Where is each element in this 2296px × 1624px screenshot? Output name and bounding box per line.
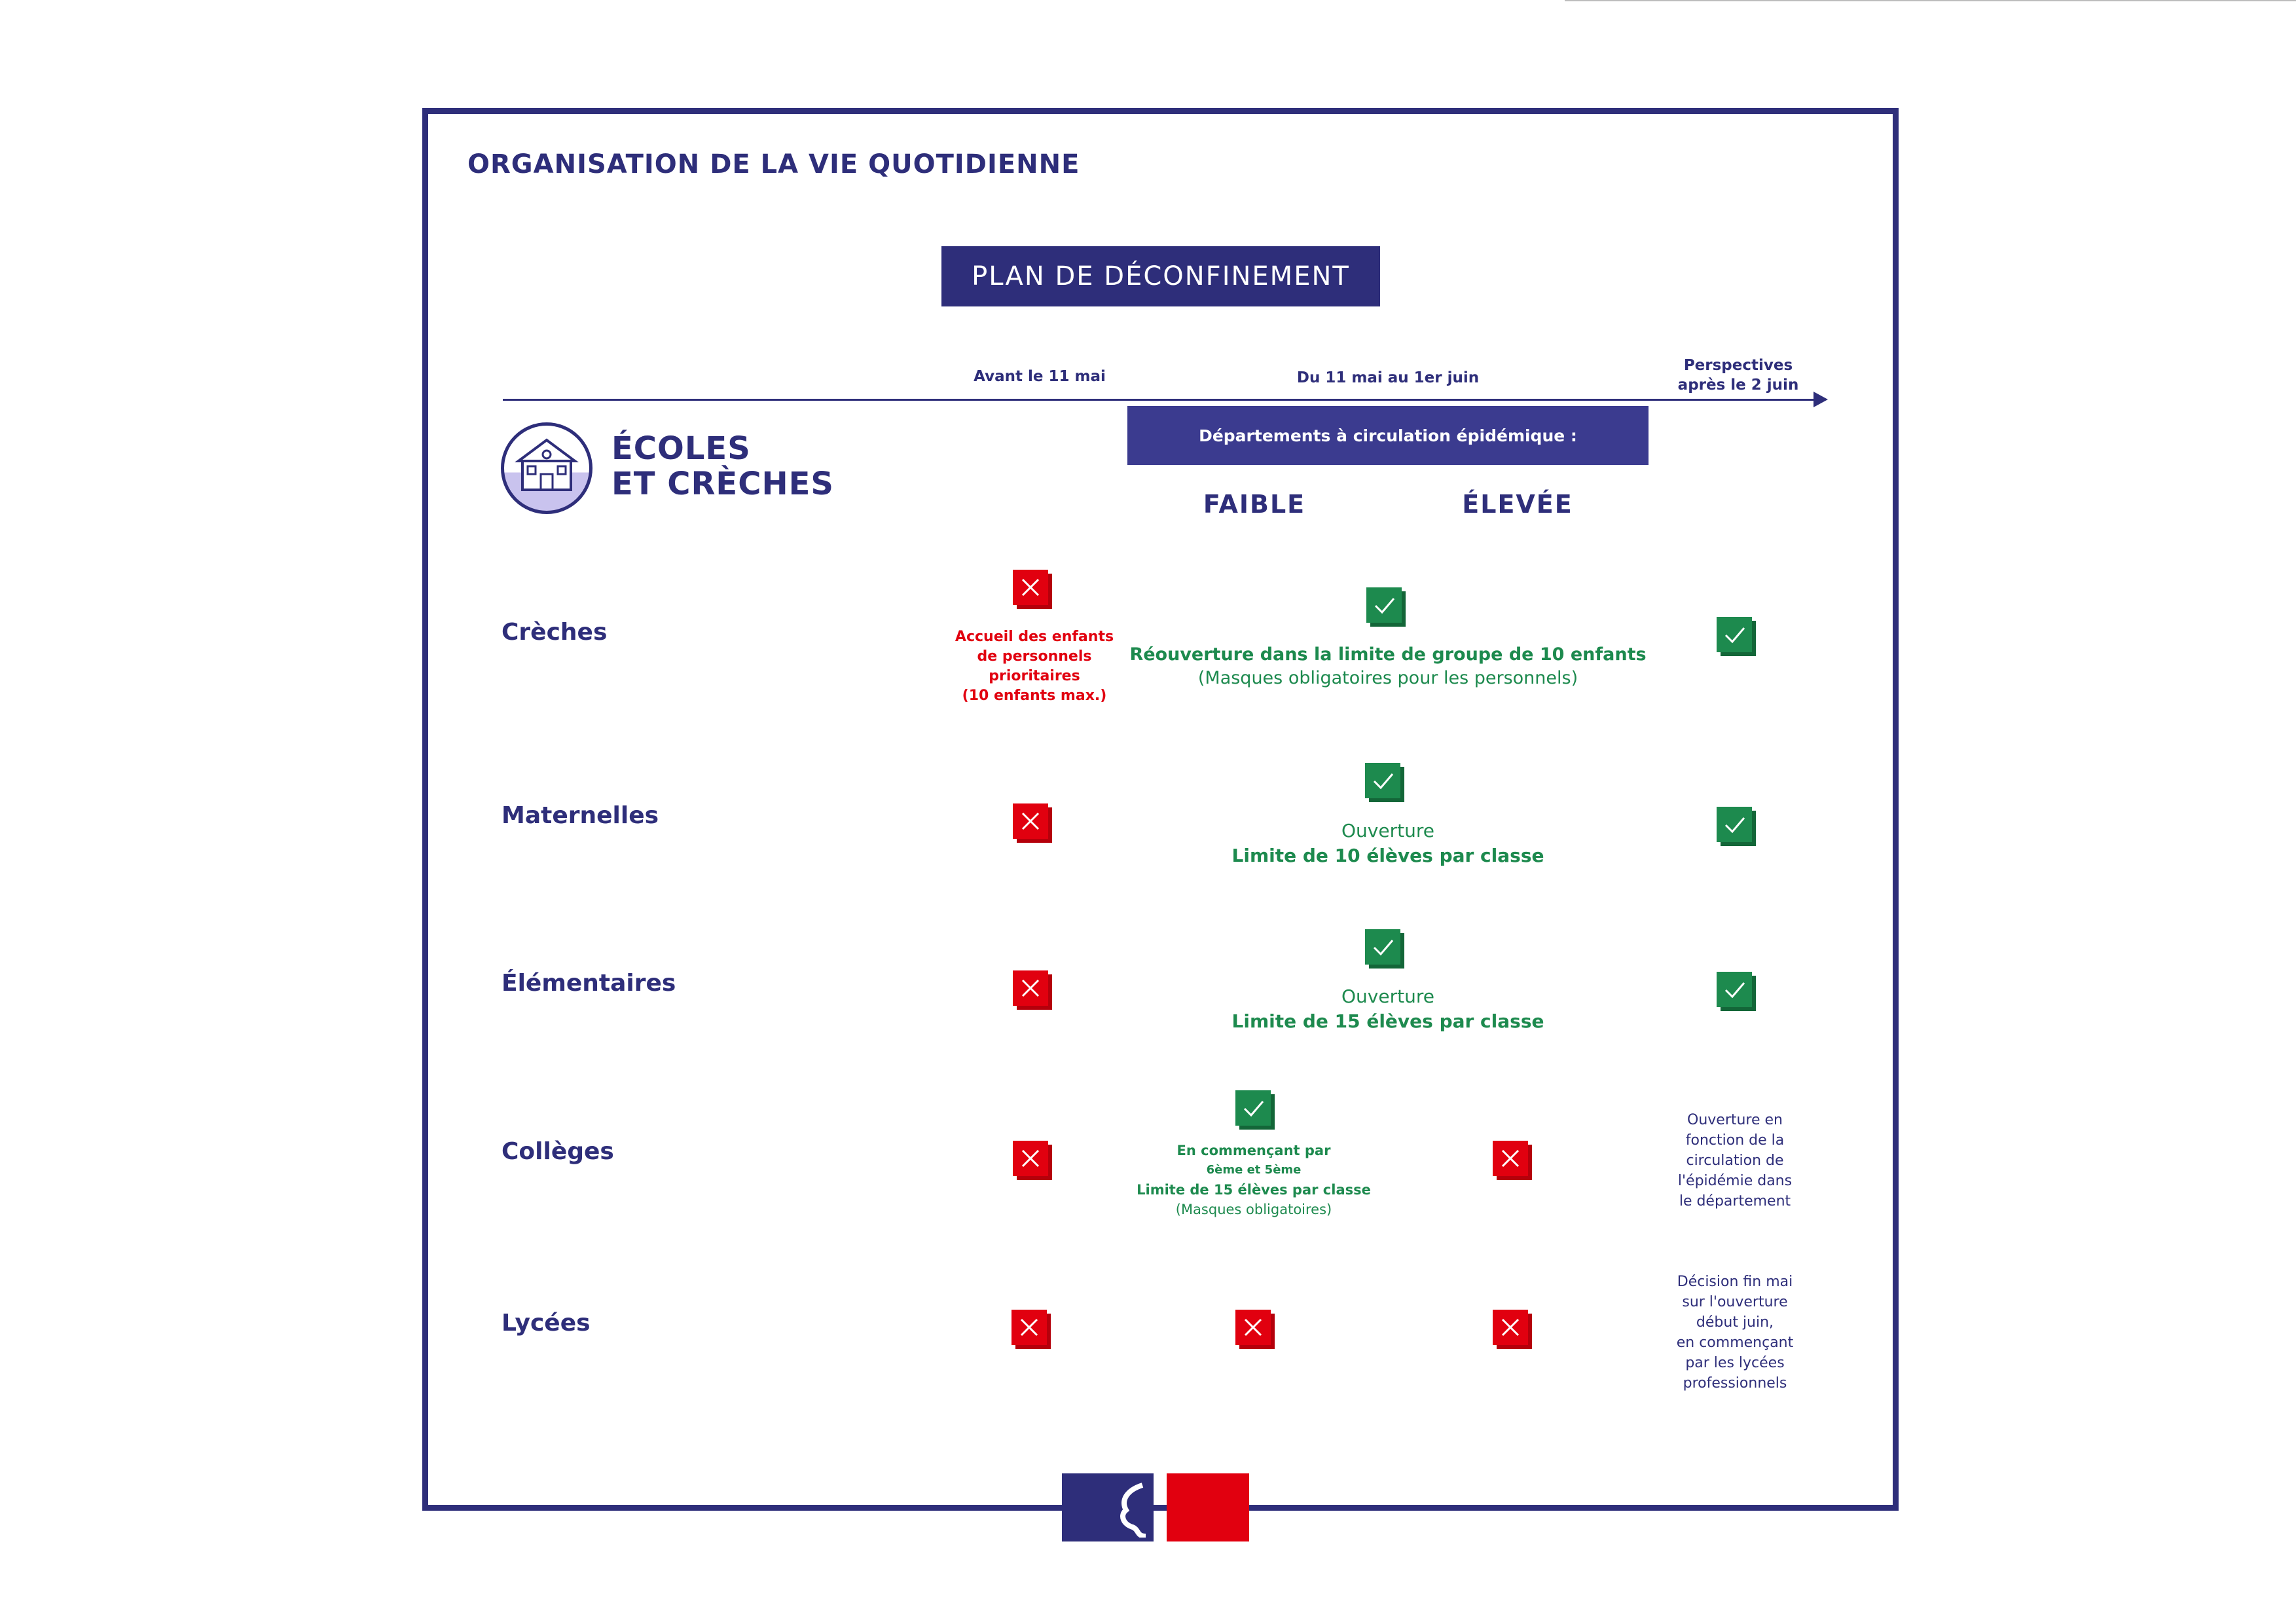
lycees-after-note bbox=[1643, 1272, 1827, 1393]
period-after-line2: après le 2 juin bbox=[1677, 377, 1799, 394]
section-title bbox=[611, 431, 834, 502]
top-rule bbox=[1565, 0, 2296, 1]
creches-during-note bbox=[1116, 643, 1660, 690]
note-line: Décision fin mai bbox=[1677, 1274, 1793, 1290]
green-check-icon bbox=[1364, 928, 1406, 970]
period-after bbox=[1666, 356, 1810, 395]
note-line: Limite de 15 élèves par classe bbox=[1231, 1010, 1544, 1032]
colleges-low-note bbox=[1116, 1141, 1391, 1219]
green-check-icon bbox=[1365, 586, 1407, 628]
note-line: Limite de 15 élèves par classe bbox=[1137, 1182, 1371, 1198]
note-line: Ouverture en bbox=[1687, 1112, 1783, 1128]
row-label-creches: Crèches bbox=[501, 619, 608, 646]
creches-before-note bbox=[936, 627, 1133, 706]
row-label-colleges: Collèges bbox=[501, 1138, 614, 1165]
note-line: (Masques obligatoires) bbox=[1175, 1202, 1332, 1217]
colleges-after-note bbox=[1643, 1110, 1827, 1211]
departements-banner bbox=[1127, 406, 1649, 465]
page-title: ORGANISATION DE LA VIE QUOTIDIENNE bbox=[467, 149, 1080, 179]
note-line: Accueil des enfants bbox=[955, 629, 1114, 645]
plan-banner bbox=[941, 246, 1380, 306]
marianne-profile-icon bbox=[1106, 1481, 1165, 1538]
red-x-icon bbox=[1011, 1139, 1053, 1181]
note-line: (10 enfants max.) bbox=[962, 688, 1107, 704]
timeline-arrow-icon bbox=[1813, 392, 1828, 407]
note-line: circulation de bbox=[1686, 1153, 1784, 1169]
note-line: fonction de la bbox=[1685, 1132, 1785, 1149]
row-label-maternelles: Maternelles bbox=[501, 802, 659, 829]
red-x-icon bbox=[1491, 1308, 1533, 1350]
green-check-icon bbox=[1715, 616, 1757, 657]
marianne-red-block bbox=[1167, 1473, 1249, 1541]
note-line: Ouverture bbox=[1341, 986, 1434, 1007]
note-line: (Masques obligatoires pour les personnels) bbox=[1197, 668, 1578, 688]
row-label-lycees: Lycées bbox=[501, 1310, 591, 1337]
note-line: le département bbox=[1679, 1193, 1791, 1209]
green-check-icon bbox=[1715, 805, 1757, 847]
note-line: sur l'ouverture bbox=[1682, 1294, 1788, 1310]
departements-label: Départements à circulation épidémique : bbox=[1199, 426, 1577, 445]
maternelles-during-note bbox=[1192, 819, 1584, 868]
note-line: Ouverture bbox=[1341, 820, 1434, 841]
red-x-icon bbox=[1010, 1308, 1052, 1350]
level-elevee: ÉLEVÉE bbox=[1462, 490, 1573, 519]
green-check-icon bbox=[1364, 762, 1406, 803]
level-faible: FAIBLE bbox=[1203, 490, 1306, 519]
elementaires-during-note bbox=[1192, 984, 1584, 1034]
note-line: de personnels bbox=[977, 648, 1092, 665]
timeline-line bbox=[503, 399, 1819, 401]
school-building-icon bbox=[501, 422, 592, 514]
note-line: début juin, bbox=[1696, 1314, 1774, 1331]
red-x-icon bbox=[1011, 568, 1053, 610]
period-before: Avant le 11 mai bbox=[974, 368, 1106, 385]
period-during: Du 11 mai au 1er juin bbox=[1296, 369, 1480, 386]
note-line: professionnels bbox=[1683, 1375, 1787, 1392]
plan-title: PLAN DE DÉCONFINEMENT bbox=[972, 261, 1350, 291]
note-line: en commençant bbox=[1676, 1335, 1794, 1351]
note-line: par les lycées bbox=[1685, 1355, 1785, 1371]
section-title-line1: ÉCOLES bbox=[611, 430, 751, 467]
section-title-line2: ET CRÈCHES bbox=[611, 466, 834, 502]
note-line: l'épidémie dans bbox=[1677, 1173, 1793, 1189]
red-x-icon bbox=[1234, 1308, 1276, 1350]
green-check-icon bbox=[1715, 970, 1757, 1012]
row-label-elementaires: Élémentaires bbox=[501, 970, 676, 997]
green-check-icon bbox=[1234, 1089, 1276, 1131]
note-line: 6ème et 5ème bbox=[1206, 1163, 1302, 1177]
note-line: Réouverture dans la limite de groupe de 10 enfants bbox=[1129, 644, 1647, 665]
note-line: En commençant par bbox=[1176, 1143, 1331, 1158]
red-x-icon bbox=[1011, 802, 1053, 844]
period-after-line1: Perspectives bbox=[1683, 357, 1793, 374]
red-x-icon bbox=[1491, 1139, 1533, 1181]
note-line: Limite de 10 élèves par classe bbox=[1231, 845, 1544, 866]
red-x-icon bbox=[1011, 969, 1053, 1011]
note-line: prioritaires bbox=[989, 668, 1080, 684]
